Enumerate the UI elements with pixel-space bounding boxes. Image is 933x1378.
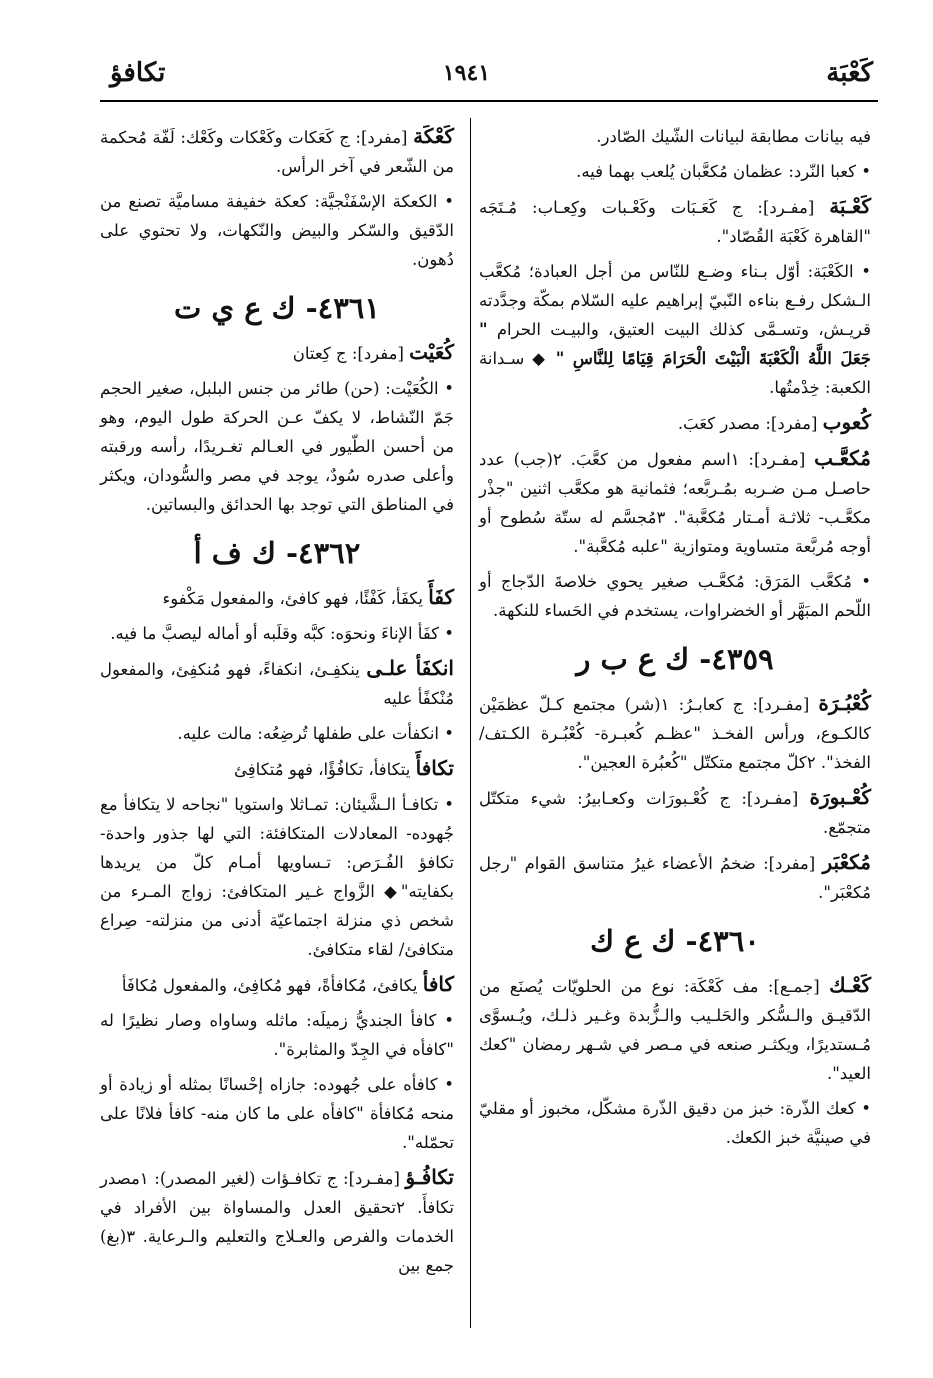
entry-body: يتكافأ، تكافُؤًا، فهو مُتكافِئ: [234, 760, 416, 779]
entry-body: [مفـرد]: ج كَعَـبَات وكَعْـبات وكِعـاب: مُـتَجَه "القاهرة كَعْبَة القُصّاد".: [479, 198, 871, 246]
paragraph: فيه بيانات مطابقة لبيانات الشّيك الصّادر.: [596, 127, 871, 146]
dictionary-entry: [100, 654, 454, 713]
entry-headword: مُكعْبَر: [822, 850, 871, 874]
dictionary-entry: [100, 754, 454, 784]
page-number: ١٩٤١: [442, 60, 491, 86]
dictionary-entry: [100, 583, 454, 613]
column-divider: [470, 118, 471, 1328]
dictionary-entry: [479, 192, 871, 251]
dictionary-entry: [100, 970, 454, 1000]
entry-headword: انكفَأ علـى: [366, 656, 454, 680]
entry-headword: كُعوب: [822, 410, 871, 434]
paragraph: • كافأ الجنديُّ زميلَه: ماثله وساواه وصار نظيرًا له "كافأه في الجِدّ والمثابرة".: [100, 1011, 454, 1059]
entry-headword: مُكعَّـب: [814, 446, 872, 470]
paragraph: • كعك الذّرة: خبز من دقيق الذّرة مشكّل، مخبوز أو مقليّ في صينيَّة خبز الكعك.: [479, 1099, 871, 1147]
dictionary-entry: [479, 444, 871, 561]
page-header: [0, 58, 933, 98]
paragraph: [479, 257, 871, 402]
paragraph: • مُكعَّب المَرَق: مُكعَّـب صغير يحوي خلاصةَ الدّجاج أو اللّحم المبَهَّر أو الخضراوات، يستخدم في الحَساء للنكهة.: [479, 572, 871, 620]
left-column: [100, 122, 454, 1286]
entry-headword: كفَأَ: [428, 585, 454, 609]
dictionary-entry: [479, 783, 871, 842]
dictionary-entry: [100, 1163, 454, 1280]
section-heading: ٤٣٦٢- ك ف أ: [193, 536, 361, 570]
section-heading: ٤٣٦١- ك ع ي ت: [174, 291, 380, 325]
entry-headword: كَعْـبَة: [829, 194, 871, 218]
entry-body: ينكفِـئ، انكفاءً، فهو مُنكفِئ، والمفعول مُنْكفًأ عليه: [100, 660, 454, 708]
entry-body: [جمـع]: مف كَعْكَة: نوع من الحلويّات يُصنَع من الدّقيـق والـسُّكر والحَلـيب والـزُّبدة وغـير ذلـك، ويُـسوَّى مُـستديرًا، ويكثـر صنعه في مـصر في شـهر رمضان "كعك العيد".: [479, 977, 871, 1083]
entry-body: [مفرد]: ج كِعتان: [292, 344, 410, 363]
dictionary-entry: [479, 689, 871, 777]
paragraph: • كافأه على جُهوده: جازاه إحْسانًا بمثله أو زيادة أو منحه مُكافأة "كافأه على ما كان منه- كافأ فلانًا على تحمّله".: [100, 1075, 454, 1152]
entry-body: [مفرد]: ضخمُ الأعضاء غيرُ متناسق القوام "رجل مُكعْبَر".: [479, 854, 871, 902]
dictionary-entry: [479, 848, 871, 907]
paragraph: • كفَأ الإناءَ ونحوَه: كبَّه وقلَبه أو أماله ليصبَّ ما فيه.: [110, 624, 454, 643]
paragraph-text: ◆ سـدانة الكعبة: خِدْمتُها.: [479, 349, 871, 397]
entry-body: يكفَأ، كَفْئًا، فهو كافئ، والمفعول مَكْفوء: [162, 589, 429, 608]
entry-body: [مفـرد]: ج كعابـرُ: ١(شر) مجتمع كـلّ عظمَيْن كالكـوع، ورأس الفخـذ "عظـم كُعبـرة- كُعْبُـرة الكـتف/ الفخذ". ٢كلّ مجتمع متكتّل "كُعبُرة العجين".: [479, 695, 871, 772]
paragraph: • انكفأت على طفلها تُرضِعُه: مالت عليه.: [177, 724, 454, 743]
header-left-guide-word: تكافؤ: [110, 58, 166, 88]
right-column: [479, 122, 871, 1158]
entry-body: [مفـرد]: ج كُعْـبورَات وكعـابيرُ: شيء متكتّل متجمّع.: [479, 789, 871, 837]
entry-body: [مفـرد]: ج تكافـؤات (لغير المصدر): ١مصدر تكافأَ. ٢تحقيق العدل والمساواة بين الأفراد في الخدمات والفرص والعـلاج والتعليم والـرعاية. ٣(بغ) جمع بين: [100, 1169, 454, 1275]
dictionary-entry: [100, 122, 454, 181]
entry-headword: كُعْـبورَة: [809, 785, 871, 809]
paragraph: • الكعكة الإسْفَنْجيَّة: كعكة خفيفة مساميَّة تصنع من الدّقيق والسّكر والبيض والنّكهات، ولا تحتوي على دُهون.: [100, 192, 454, 269]
entry-body: [مفرد]: مصدر كعَبَ.: [677, 414, 823, 433]
dictionary-entry: [479, 408, 871, 438]
entry-headword: كَعْـك: [829, 973, 871, 997]
header-rule: [100, 100, 878, 102]
entry-headword: كُعَيْت: [409, 340, 454, 364]
section-heading: ٤٣٥٩- ك ع ب ر: [576, 642, 774, 676]
entry-headword: كَعْكَة: [413, 124, 454, 148]
section-heading: ٤٣٦٠- ك ع ك: [590, 924, 760, 958]
entry-body: يكافئ، مُكافأةً، فهو مُكافِئ، والمفعول مُكافَأ: [121, 976, 423, 995]
entry-body: [مفرد]: ج كَعَكات وكَعْكات وكَعْك: لَفّة مُحكمة من الشّعر في آخر الرأس.: [100, 128, 454, 176]
paragraph: • الكُعَيْت: (حن) طائر من جنس البلبل، صغير الحجم جَمّ النّشاط، لا يكفّ عـن الحركة طول اليوم، وهو من أحسن الطّيور في العـالم تغـريدًا، رأسه ورقبته وأعلى صدره سُودٌ، يوجد في مصر والسُّودان، ويكثر في المناطق التي توجد بها الحدائق والبساتين.: [100, 379, 454, 514]
entry-body: [مفـرد]: ١اسم مفعول من كعَّبَ. ٢(جب) عدد حاصـل مـن ضـربه بمُـربَّعه؛ فثمانية هو مكعَّب اثنين "جذْر مكعَّـب- ثلاثـة أمـتار مُكعَّبة". ٣مُجسَّم له ستّة سُطوح أو أوجه مُربَّعة متساوية ومتوازية "علبه مُكعَّبة".: [479, 450, 872, 556]
header-right-guide-word: كَعْبَة: [826, 58, 873, 88]
paragraph: • كعبا النّرد: عظمان مُكعَّبان يُلعب بهما فيه.: [576, 162, 871, 181]
entry-headword: تكافأَ: [415, 756, 454, 780]
entry-headword: كُعْبُـرَة: [818, 691, 871, 715]
entry-headword: تكافُـؤ: [405, 1165, 454, 1189]
paragraph-text: • الكَعْبَة: أوّل بـناء وضـع للنّاس من أجل العبادة؛ مُكعَّب الـشكل رفـع بناءه النّبيّ إبراهيم عليه السّلام بمكّة وجدَّدته قريـش، وتسـمَّى كذلك البيت العتيق، والبيـت الحرام: [479, 262, 871, 339]
paragraph: • تكافـأ الـشَّيئان: تمـاثلا واستويا "نجاحه لا يتكافأ مع جُهوده- المعادلات المتكافئة: التي لها جذور واحدة- تكافؤ الفُـرَص: تـساويها أمـام كلّ من يريدها بكفايته"◆ الزَّواج غـير المتكافئ: زواج المـرء من شخص ذي منزلة اجتماعيّة أدنى من منزلته- صِراع متكافئ/ لقاء متكافئ.: [100, 795, 454, 959]
quran-quote: " جَعَلَ اللَّهُ الْكَعْبَةَ الْبَيْتَ الْحَرَامَ قِيَامًا لِلنَّاسِ ": [479, 320, 871, 368]
dictionary-entry: [479, 971, 871, 1088]
entry-headword: كافأ: [422, 972, 454, 996]
dictionary-entry: [100, 338, 454, 368]
